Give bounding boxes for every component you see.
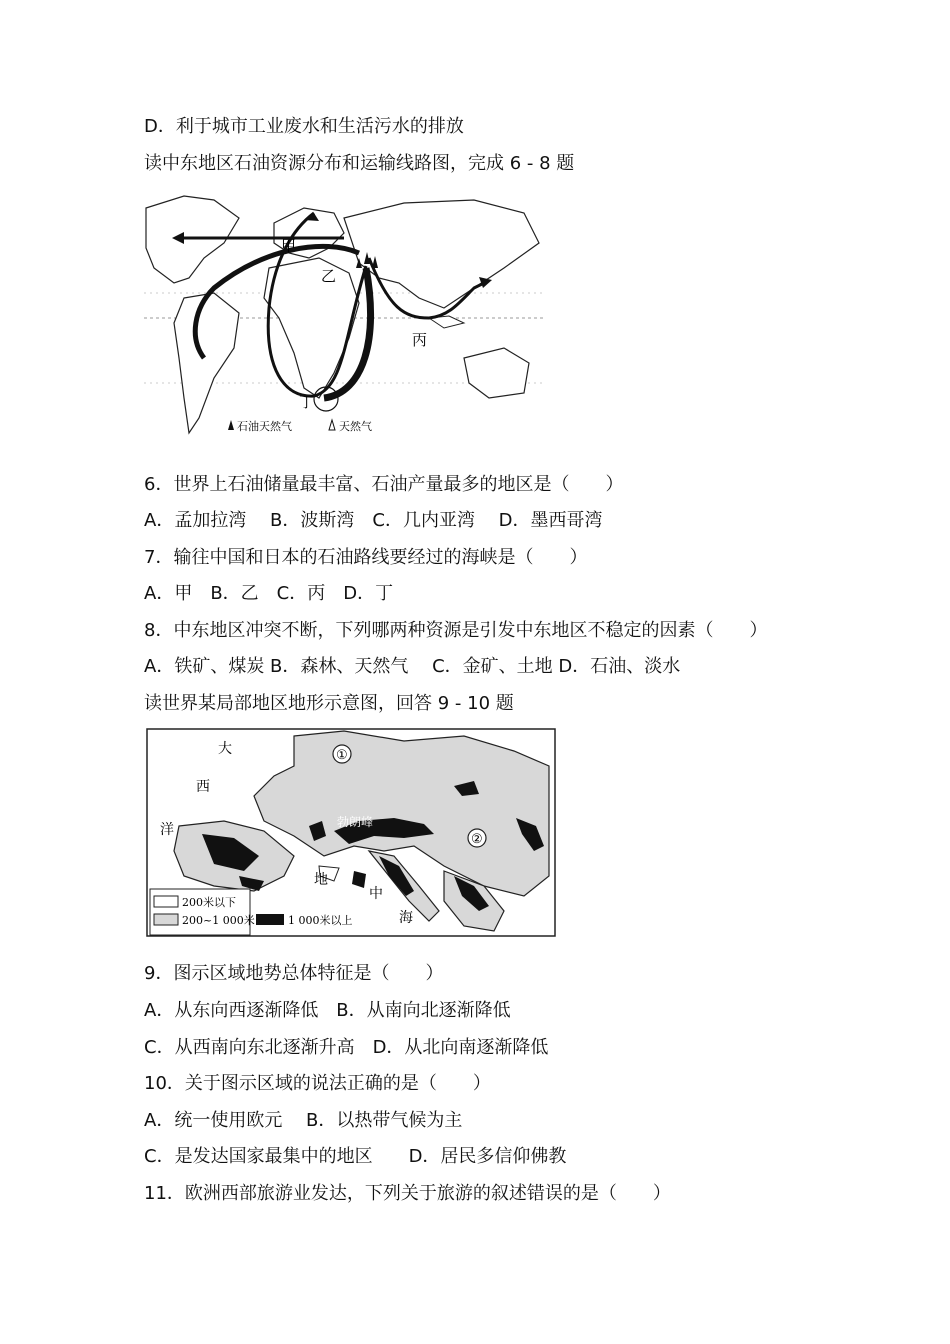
oil-route-map [144, 188, 544, 441]
map1-label-jia: 甲 [281, 237, 297, 255]
map2-label-circle1: ① [336, 748, 348, 763]
question-6-options: A．孟加拉湾 B．波斯湾 C．几内亚湾 D．墨西哥湾 [144, 510, 603, 531]
map2-legend-low: 200米以下 [182, 896, 236, 909]
map1-label-bing: 丙 [412, 331, 428, 349]
map1-legend-oil-gas: 石油天然气 [237, 420, 292, 433]
map2-legend-high: 1 000米以上 [288, 914, 353, 927]
legend-low-swatch [154, 896, 178, 907]
map2-label-yang: 洋 [160, 822, 174, 838]
map1-label-yi: 乙 [321, 267, 337, 285]
map1-legend-gas: 天然气 [339, 420, 372, 433]
map2-label-zhong: 中 [369, 886, 383, 902]
text-line-map-intro-2: 读世界某局部地区地形示意图，回答 9 ‑ 10 题 [144, 693, 514, 714]
map2-legend-mid: 200~1 000米 [182, 914, 255, 927]
question-10-options-ab: A．统一使用欧元 B．以热带气候为主 [144, 1110, 463, 1131]
map2-label-xi: 西 [196, 779, 210, 795]
question-6: 6．世界上石油储量最丰富、石油产量最多的地区是（ ） [144, 474, 624, 495]
text-line-option-d: D．利于城市工业废水和生活污水的排放 [144, 116, 464, 137]
question-7: 7．输往中国和日本的石油路线要经过的海峡是（ ） [144, 547, 588, 568]
question-8-options: A．铁矿、煤炭 B．森林、天然气 C．金矿、土地 D．石油、淡水 [144, 656, 681, 677]
question-11: 11．欧洲西部旅游业发达，下列关于旅游的叙述错误的是（ ） [144, 1183, 671, 1204]
question-10-options-cd: C．是发达国家最集中的地区 D．居民多信仰佛教 [144, 1146, 567, 1167]
question-8: 8．中东地区冲突不断，下列哪两种资源是引发中东地区不稳定的因素（ ） [144, 620, 768, 641]
question-9-options-cd: C．从西南向东北逐渐升高 D．从北向南逐渐降低 [144, 1037, 549, 1058]
text-line-map-intro-1: 读中东地区石油资源分布和运输线路图，完成 6 ‑ 8 题 [144, 153, 575, 174]
question-9-options-ab: A．从东向西逐渐降低 B．从南向北逐渐降低 [144, 1000, 511, 1021]
map2-label-da: 大 [218, 741, 232, 757]
question-10: 10．关于图示区域的说法正确的是（ ） [144, 1073, 491, 1094]
map2-label-circle2: ② [471, 832, 483, 847]
question-7-options: A．甲 B．乙 C．丙 D．丁 [144, 583, 394, 604]
map2-label-mont-blanc: 勃朗峰 [337, 815, 374, 829]
map1-label-ding: 丁 [299, 393, 315, 411]
map2-label-di: 地 [314, 872, 328, 888]
europe-terrain-map [144, 726, 560, 940]
legend-mid-swatch [154, 914, 178, 925]
map2-label-hai: 海 [399, 910, 413, 926]
question-9: 9．图示区域地势总体特征是（ ） [144, 963, 444, 984]
legend-high-swatch [256, 914, 284, 925]
